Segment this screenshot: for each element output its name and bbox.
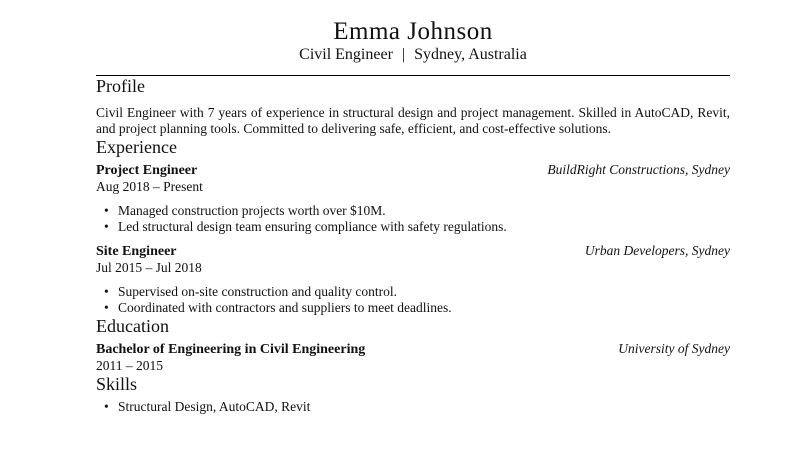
bullet-list (96, 203, 730, 235)
resume-header (96, 0, 730, 76)
experience-heading: Experience (96, 137, 177, 157)
date-range: Jul 2015 – Jul 2018 (96, 260, 202, 275)
date-range: 2011 – 2015 (96, 358, 163, 373)
entry-header (96, 341, 730, 358)
education-entry (96, 341, 730, 374)
experience-entry (96, 243, 730, 316)
bullet-item: • Led structural design team ensuring compliance with safety regulations. (118, 219, 730, 235)
experience-entry (96, 162, 730, 235)
date-range: Aug 2018 – Present (96, 179, 203, 194)
bullet-item: • Supervised on-site construction and quality control. (118, 284, 730, 300)
profile-section (96, 76, 730, 137)
degree-title: Bachelor of Engineering in Civil Engineering (96, 342, 366, 357)
job-title: Site Engineer (96, 244, 177, 259)
bullet-item: • Structural Design, AutoCAD, Revit (118, 399, 730, 415)
education-section (96, 316, 730, 374)
bullet-item: • Managed construction projects worth over $10M. (118, 203, 730, 219)
bullet-list (96, 284, 730, 316)
institution-name: University of Sydney (618, 341, 730, 356)
profile-text: Civil Engineer with 7 years of experience in structural design and project management. Skilled in AutoCAD, Revit, and project planning tools. Committed to delivering safe, efficient, and cost-effective solutions. (96, 105, 730, 136)
job-role: Civil Engineer (299, 46, 393, 63)
bullet-list (96, 399, 730, 415)
header-subtitle (96, 46, 730, 64)
location: Sydney, Australia (414, 46, 527, 63)
company-name: Urban Developers, Sydney (584, 243, 730, 258)
subtitle-separator: | (401, 46, 406, 63)
skills-heading: Skills (96, 374, 138, 394)
experience-section (96, 137, 730, 316)
job-title: Project Engineer (96, 163, 198, 178)
person-name: Emma Johnson (333, 18, 493, 45)
bullet-item: • Coordinated with contractors and suppliers to meet deadlines. (118, 300, 730, 316)
entry-header (96, 243, 730, 260)
entry-header (96, 162, 730, 179)
profile-heading: Profile (96, 76, 145, 96)
education-heading: Education (96, 316, 169, 336)
skills-section (96, 374, 730, 415)
company-name: BuildRight Constructions, Sydney (547, 162, 730, 177)
